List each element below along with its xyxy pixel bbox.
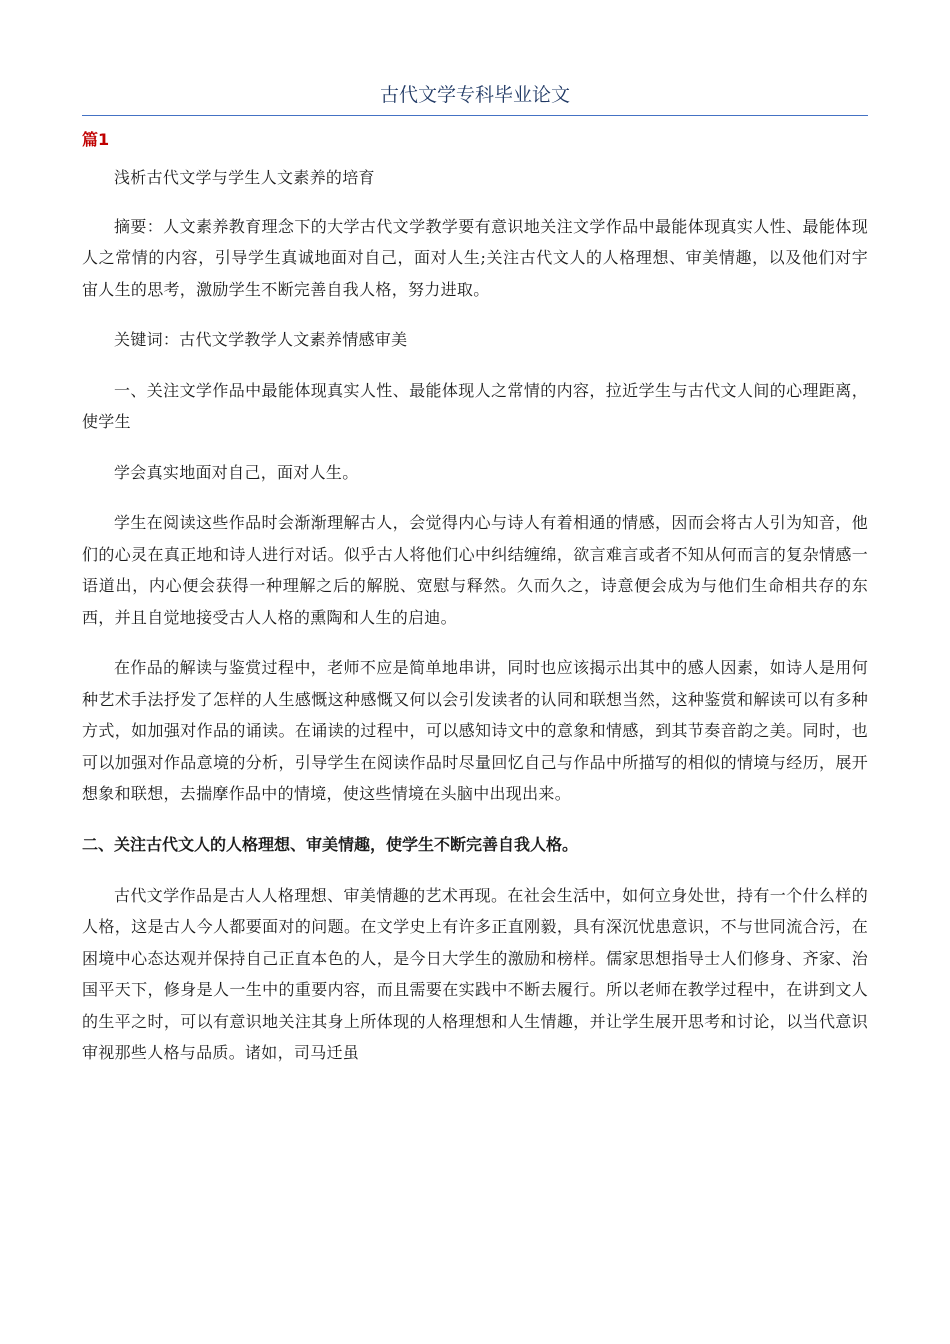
section-one-title: 一、关注文学作品中最能体现真实人性、最能体现人之常情的内容，拉近学生与古代文人间的心理距离，使学生	[82, 380, 868, 431]
section-two-heading: 二、关注古代文人的人格理想、审美情趣，使学生不断完善自我人格。	[82, 834, 579, 854]
document-title: 古代文学专科毕业论文	[379, 84, 570, 106]
section-one-continuation: 学会真实地面对自己，面对人生。	[114, 462, 359, 482]
body-paragraph: 在作品的解读与鉴赏过程中，老师不应是简单地串讲，同时也应该揭示出其中的感人因素，如诗人是用何种艺术手法抒发了怎样的人生感慨这种感慨又何以会引发读者的认同和联想当然，这种鉴赏和解读可以有多种方式，如加强对作品的诵读。在诵读的过程中，可以感知诗文中的意象和情感，到其节奏音韵之美。同时，也可以加强对作品意境的分析，引导学生在阅读作品时尽量回忆自己与作品中所描写的相似的情境与经历，展开想象和联想，去揣摩作品中的情境，使这些情境在头脑中出现出来。	[82, 658, 868, 803]
keywords-paragraph: 关键词：古代文学教学人文素养情感审美	[114, 330, 408, 349]
page-header	[82, 80, 868, 116]
document-body	[82, 128, 868, 1088]
article-title: 浅析古代文学与学生人文素养的培育	[114, 168, 375, 187]
section-label: 篇1	[82, 130, 110, 149]
abstract-paragraph: 摘要：人文素养教育理念下的大学古代文学教学要有意识地关注文学作品中最能体现真实人性、最能体现人之常情的内容，引导学生真诚地面对自己，面对人生;关注古代文人的人格理想、审美情趣，以及他们对宇宙人生的思考，激励学生不断完善自我人格，努力进取。	[82, 216, 868, 299]
body-paragraph: 古代文学作品是古人人格理想、审美情趣的艺术再现。在社会生活中，如何立身处世，持有一个什么样的人格，这是古人今人都要面对的问题。在文学史上有许多正直刚毅，具有深沉忧患意识，不与世同流合污，在困境中心态达观并保持自己正直本色的人，是今日大学生的激励和榜样。儒家思想指导士人们修身、齐家、治国平天下，修身是人一生中的重要内容，而且需要在实践中不断去履行。所以老师在教学过程中，在讲到文人的生平之时，可以有意识地关注其身上所体现的人格理想和人生情趣，并让学生展开思考和讨论，以当代意识审视那些人格与品质。诸如，司马迁虽	[82, 885, 868, 1062]
body-paragraph: 学生在阅读这些作品时会渐渐理解古人，会觉得内心与诗人有着相通的情感，因而会将古人引为知音，他们的心灵在真正地和诗人进行对话。似乎古人将他们心中纠结缠绵，欲言难言或者不知从何而言的复杂情感一语道出，内心便会获得一种理解之后的解脱、宽慰与释然。久而久之，诗意便会成为与他们生命相共存的东西，并且自觉地接受古人人格的熏陶和人生的启迪。	[82, 513, 868, 627]
